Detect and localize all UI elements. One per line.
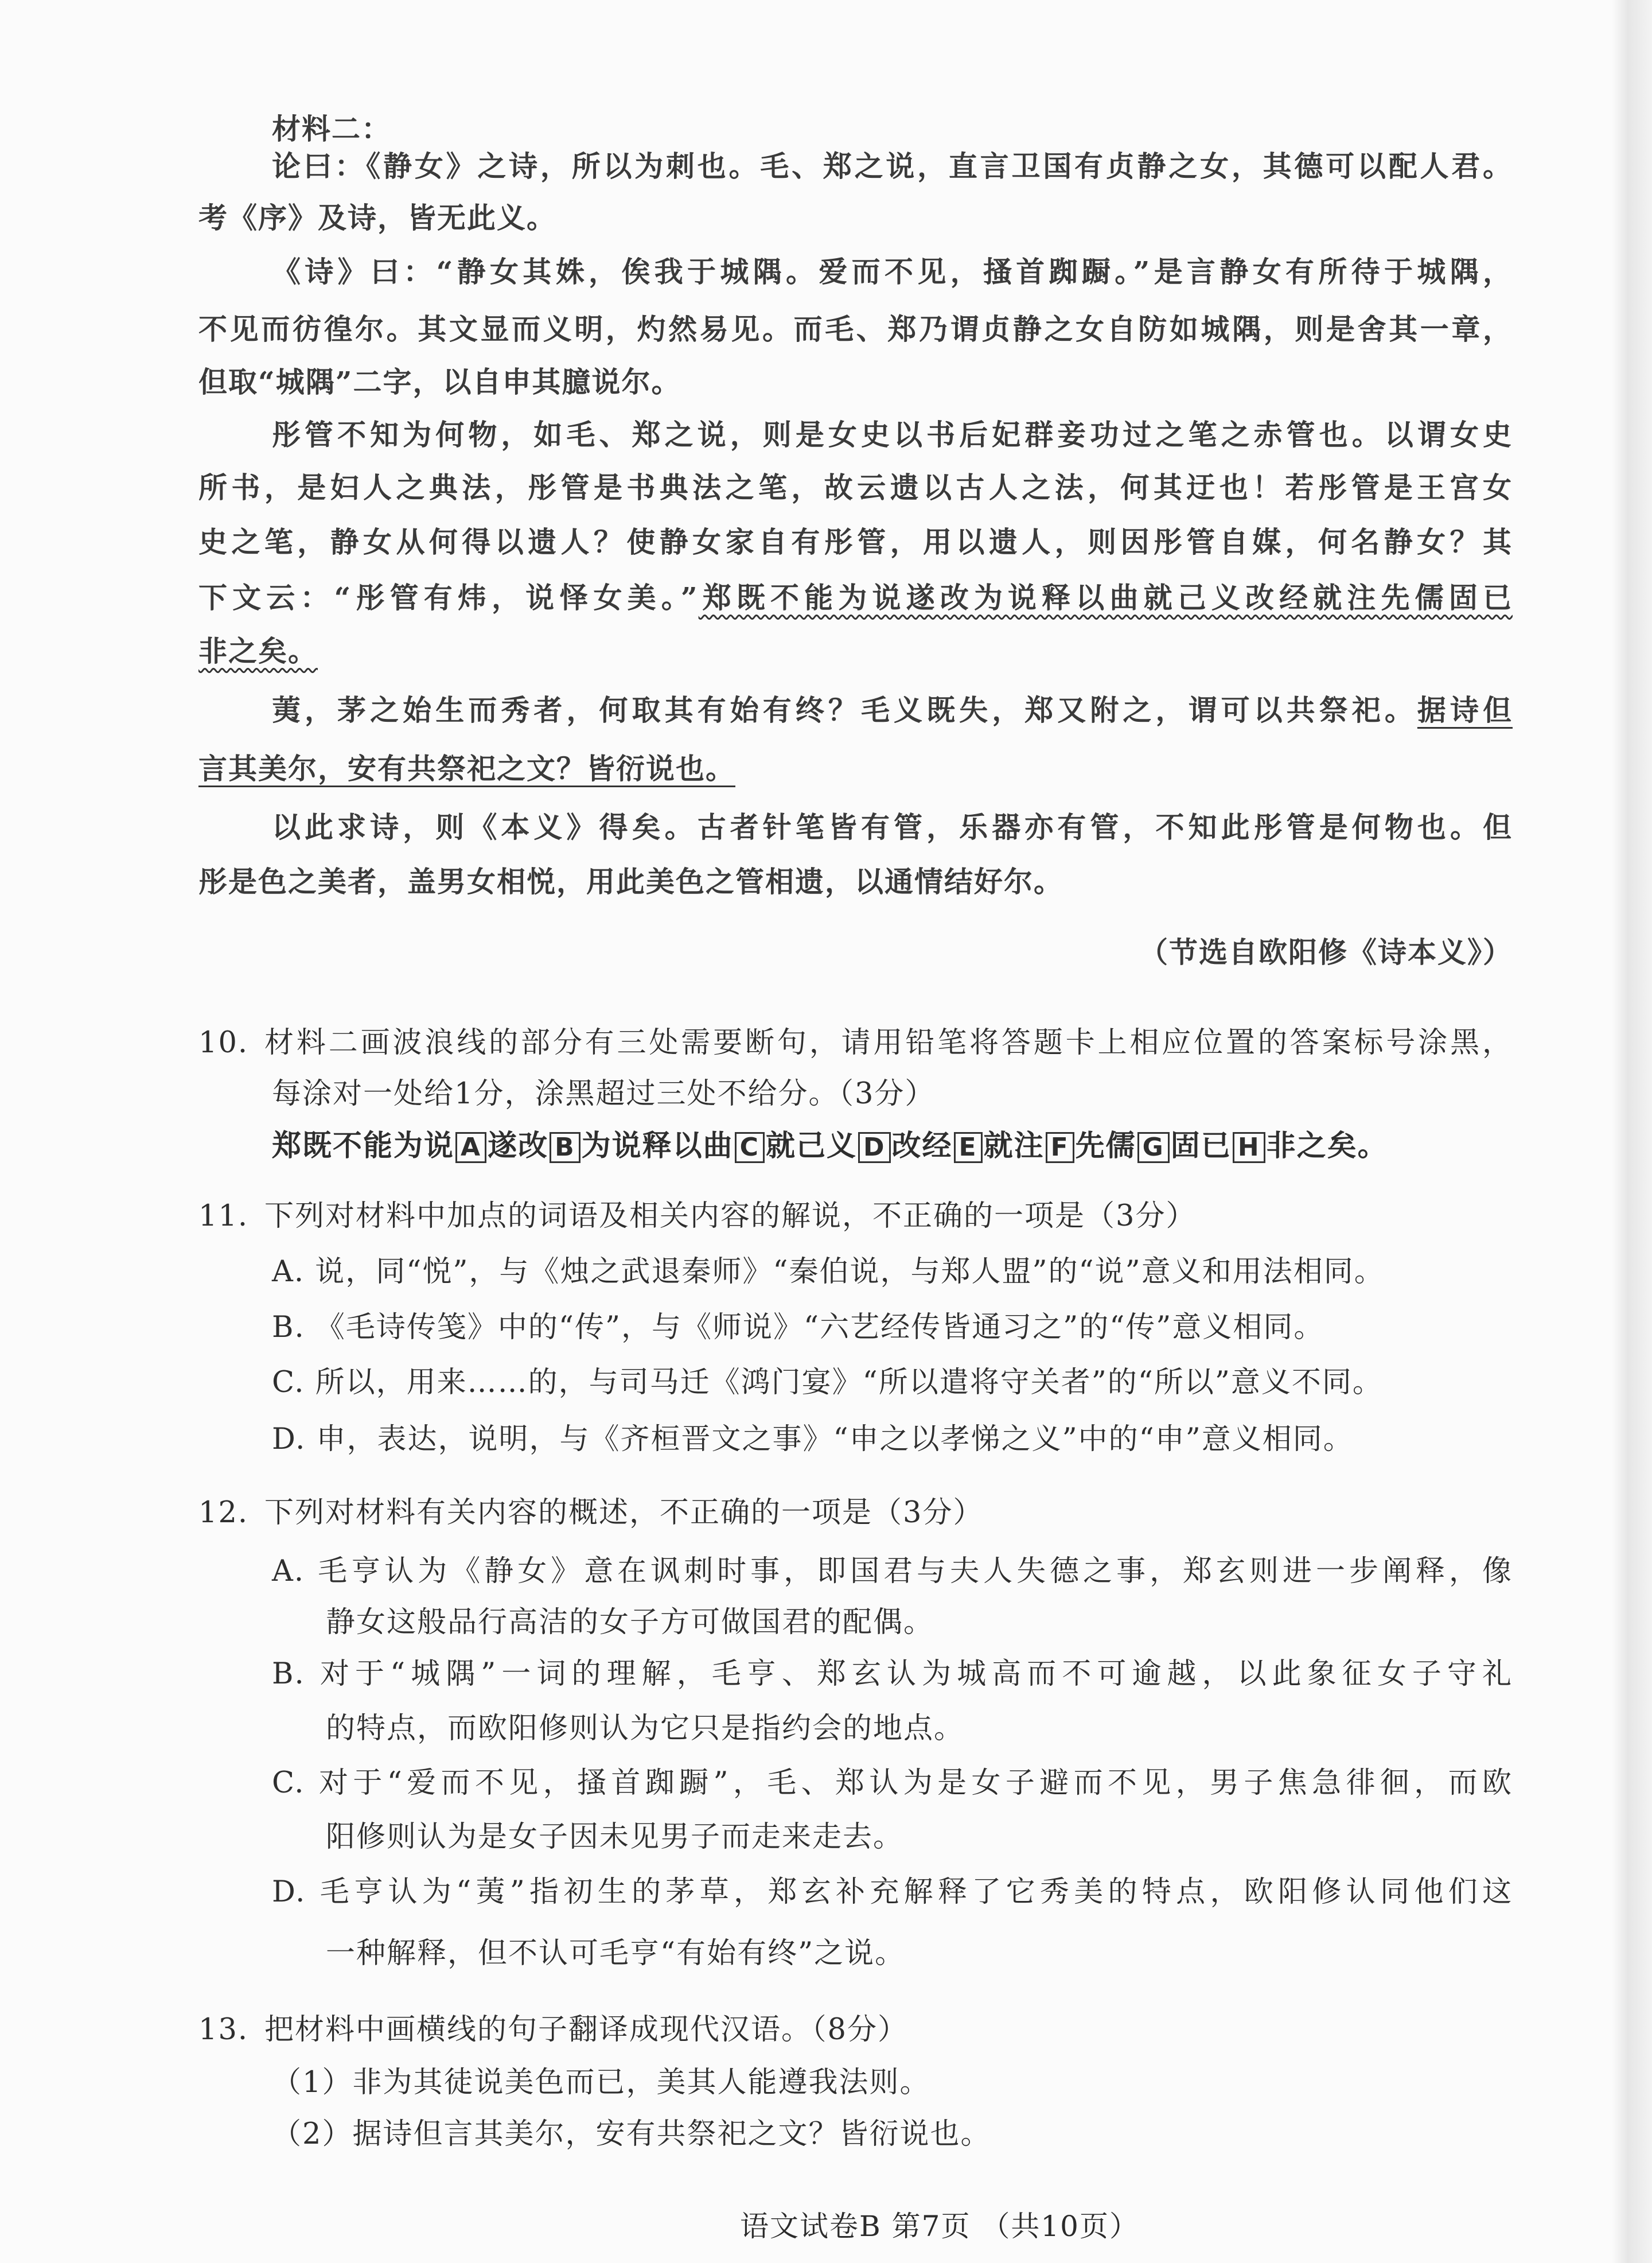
sentence-fragment: 先儒 bbox=[1075, 1129, 1136, 1163]
option-continuation: 一种解释，但不认可毛亨“有始有终”之说。 bbox=[326, 1937, 906, 1970]
wavy-underlined-text: 非之矣。 bbox=[198, 634, 318, 668]
passage-line bbox=[198, 525, 1513, 559]
sentence-fragment: 就注 bbox=[983, 1129, 1045, 1163]
option-item: B. 《毛诗传笺》中的“传”，与《师说》“六艺经传皆通习之”的“传”意义相同。 bbox=[272, 1311, 1324, 1344]
passage-line bbox=[272, 810, 1513, 845]
sentence-fragment: 为说释以曲 bbox=[581, 1129, 734, 1163]
question-text: 材料二画波浪线的部分有三处需要断句，请用铅笔将答题卡上相应位置的答案标号涂黑， bbox=[264, 1026, 1513, 1060]
passage-text: 彤是色之美者，盖男女相悦，用此美色之管相遗，以通情结好尔。 bbox=[198, 865, 1063, 899]
passage-text: 史之笔，静女从何得以遗人？使静女家自有彤管，用以遗人，则因彤管自媒，何名静女？其 bbox=[198, 525, 1513, 559]
option-item: A. 说，同“悦”，与《烛之武退秦师》“秦伯说，与郑人盟”的“说”意义和用法相同。 bbox=[272, 1255, 1385, 1289]
sentence-fragment: 遂改 bbox=[488, 1129, 549, 1163]
page-footer: 语文试卷B 第7页 （共10页） bbox=[740, 2210, 1139, 2243]
option-item: A. 毛亨认为《静女》意在讽刺时事，即国君与夫人失德之事，郑玄则进一步阐释，像 bbox=[272, 1554, 1513, 1588]
option-continuation: 阳修则认为是女子因未见男子而走来走去。 bbox=[326, 1820, 904, 1854]
sentence-fragment: 改经 bbox=[891, 1129, 953, 1163]
passage-line bbox=[198, 201, 556, 235]
passage-line bbox=[198, 471, 1513, 505]
option-item: （2）据诗但言其美尔，安有共祭祀之文？皆衍说也。 bbox=[272, 2117, 991, 2151]
source-citation: （节选自欧阳修《诗本义》） bbox=[1139, 935, 1513, 969]
question-number: 13. bbox=[198, 2013, 249, 2047]
option-item: C. 所以，用来……的，与司马迁《鸿门宴》“所以遣将守关者”的“所以”意义不同。 bbox=[272, 1366, 1383, 1399]
question-text: 下列对材料中加点的词语及相关内容的解说，不正确的一项是（3分） bbox=[264, 1199, 1197, 1233]
underlined-text: 言其美尔，安有共祭祀之文？皆衍说也。 bbox=[198, 752, 735, 786]
option-item: B. 对于“城隅”一词的理解，毛亨、郑玄认为城高而不可逾越，以此象征女子守礼 bbox=[272, 1657, 1513, 1691]
question-text: 每涂对一处给1分，涂黑超过三处不给分。（3分） bbox=[272, 1077, 936, 1111]
option-item: D. 毛亨认为“荑”指初生的茅草，郑玄补充解释了它秀美的特点，欧阳修认同他们这 bbox=[272, 1875, 1513, 1909]
passage-text: 荑，茅之始生而秀者，何取其有始有终？毛义既失，郑又附之，谓可以共祭祀。 bbox=[272, 693, 1417, 727]
sentence-fragment: 固已 bbox=[1170, 1129, 1232, 1163]
answer-label-box-A[interactable]: A bbox=[455, 1132, 486, 1163]
passage-line bbox=[198, 312, 1513, 347]
question-number: 10. bbox=[198, 1026, 249, 1060]
wavy-underlined-text: 郑既不能为说遂改为说释以曲就己义改经就注先儒固已 bbox=[698, 581, 1513, 615]
answer-label-box-F[interactable]: F bbox=[1046, 1132, 1074, 1163]
material-heading: 材料二： bbox=[272, 112, 391, 146]
passage-line bbox=[198, 581, 1513, 615]
passage-text: 考《序》及诗，皆无此义。 bbox=[198, 201, 556, 235]
question-number: 12. bbox=[198, 1496, 249, 1530]
answer-label-box-D[interactable]: D bbox=[858, 1132, 891, 1163]
option-item: C. 对于“爱而不见，搔首踟蹰”，毛、郑认为是女子避而不见，男子焦急徘徊，而欧 bbox=[272, 1766, 1513, 1800]
passage-text: 彤管不知为何物，如毛、郑之说，则是女史以书后妃群妾功过之笔之赤管也。以谓女史 bbox=[272, 418, 1513, 452]
answer-label-box-E[interactable]: E bbox=[954, 1132, 983, 1163]
passage-line bbox=[198, 752, 735, 786]
passage-line bbox=[272, 418, 1513, 452]
passage-text: 但取“城隅”二字，以自申其臆说尔。 bbox=[198, 365, 681, 399]
sentence-break-answer-line bbox=[272, 1129, 1388, 1163]
underlined-text: 据诗但 bbox=[1417, 693, 1513, 727]
option-item: D. 申，表达，说明，与《齐桓晋文之事》“申之以孝悌之义”中的“申”意义相同。 bbox=[272, 1422, 1354, 1456]
option-item: （1）非为其徒说美色而已，美其人能遵我法则。 bbox=[272, 2066, 930, 2099]
passage-line bbox=[272, 693, 1513, 728]
answer-label-box-C[interactable]: C bbox=[735, 1132, 765, 1163]
answer-label-box-H[interactable]: H bbox=[1233, 1132, 1265, 1163]
scan-edge-shadow bbox=[1612, 0, 1652, 2263]
question-text: 把材料中画横线的句子翻译成现代汉语。（8分） bbox=[264, 2013, 908, 2047]
option-continuation: 的特点，而欧阳修则认为它只是指约会的地点。 bbox=[326, 1712, 965, 1745]
option-continuation: 静女这般品行高洁的女子方可做国君的配偶。 bbox=[326, 1605, 934, 1639]
passage-text: 论曰：《静女》之诗，所以为刺也。毛、郑之说，直言卫国有贞静之女，其德可以配人君。 bbox=[272, 149, 1513, 183]
passage-text: 所书，是妇人之典法，彤管是书典法之笔，故云遗以古人之法，何其迂也！若彤管是王宫女 bbox=[198, 471, 1513, 504]
passage-line bbox=[198, 365, 681, 399]
question-text: 下列对材料有关内容的概述，不正确的一项是（3分） bbox=[264, 1496, 984, 1530]
sentence-fragment: 非之矣。 bbox=[1266, 1129, 1388, 1163]
passage-text: 以此求诗，则《本义》得矣。古者针笔皆有管，乐器亦有管，不知此彤管是何物也。但 bbox=[272, 810, 1513, 844]
passage-line bbox=[198, 634, 318, 668]
passage-line bbox=[198, 865, 1063, 899]
sentence-fragment: 就己义 bbox=[765, 1129, 857, 1163]
answer-label-box-G[interactable]: G bbox=[1137, 1132, 1170, 1163]
passage-line bbox=[272, 149, 1513, 184]
passage-text: 下文云：“彤管有炜，说怿女美。” bbox=[198, 581, 699, 615]
passage-text: 不见而彷徨尔。其文显而义明，灼然易见。而毛、郑乃谓贞静之女自防如城隅，则是舍其一章， bbox=[198, 312, 1513, 346]
passage-text: 《诗》曰：“静女其姝，俟我于城隅。爱而不见，搔首踟蹰。”是言静女有所待于城隅， bbox=[272, 255, 1513, 289]
question-number: 11. bbox=[198, 1199, 249, 1233]
sentence-fragment: 郑既不能为说 bbox=[272, 1129, 455, 1163]
answer-label-box-B[interactable]: B bbox=[550, 1132, 580, 1163]
passage-line bbox=[272, 255, 1513, 289]
